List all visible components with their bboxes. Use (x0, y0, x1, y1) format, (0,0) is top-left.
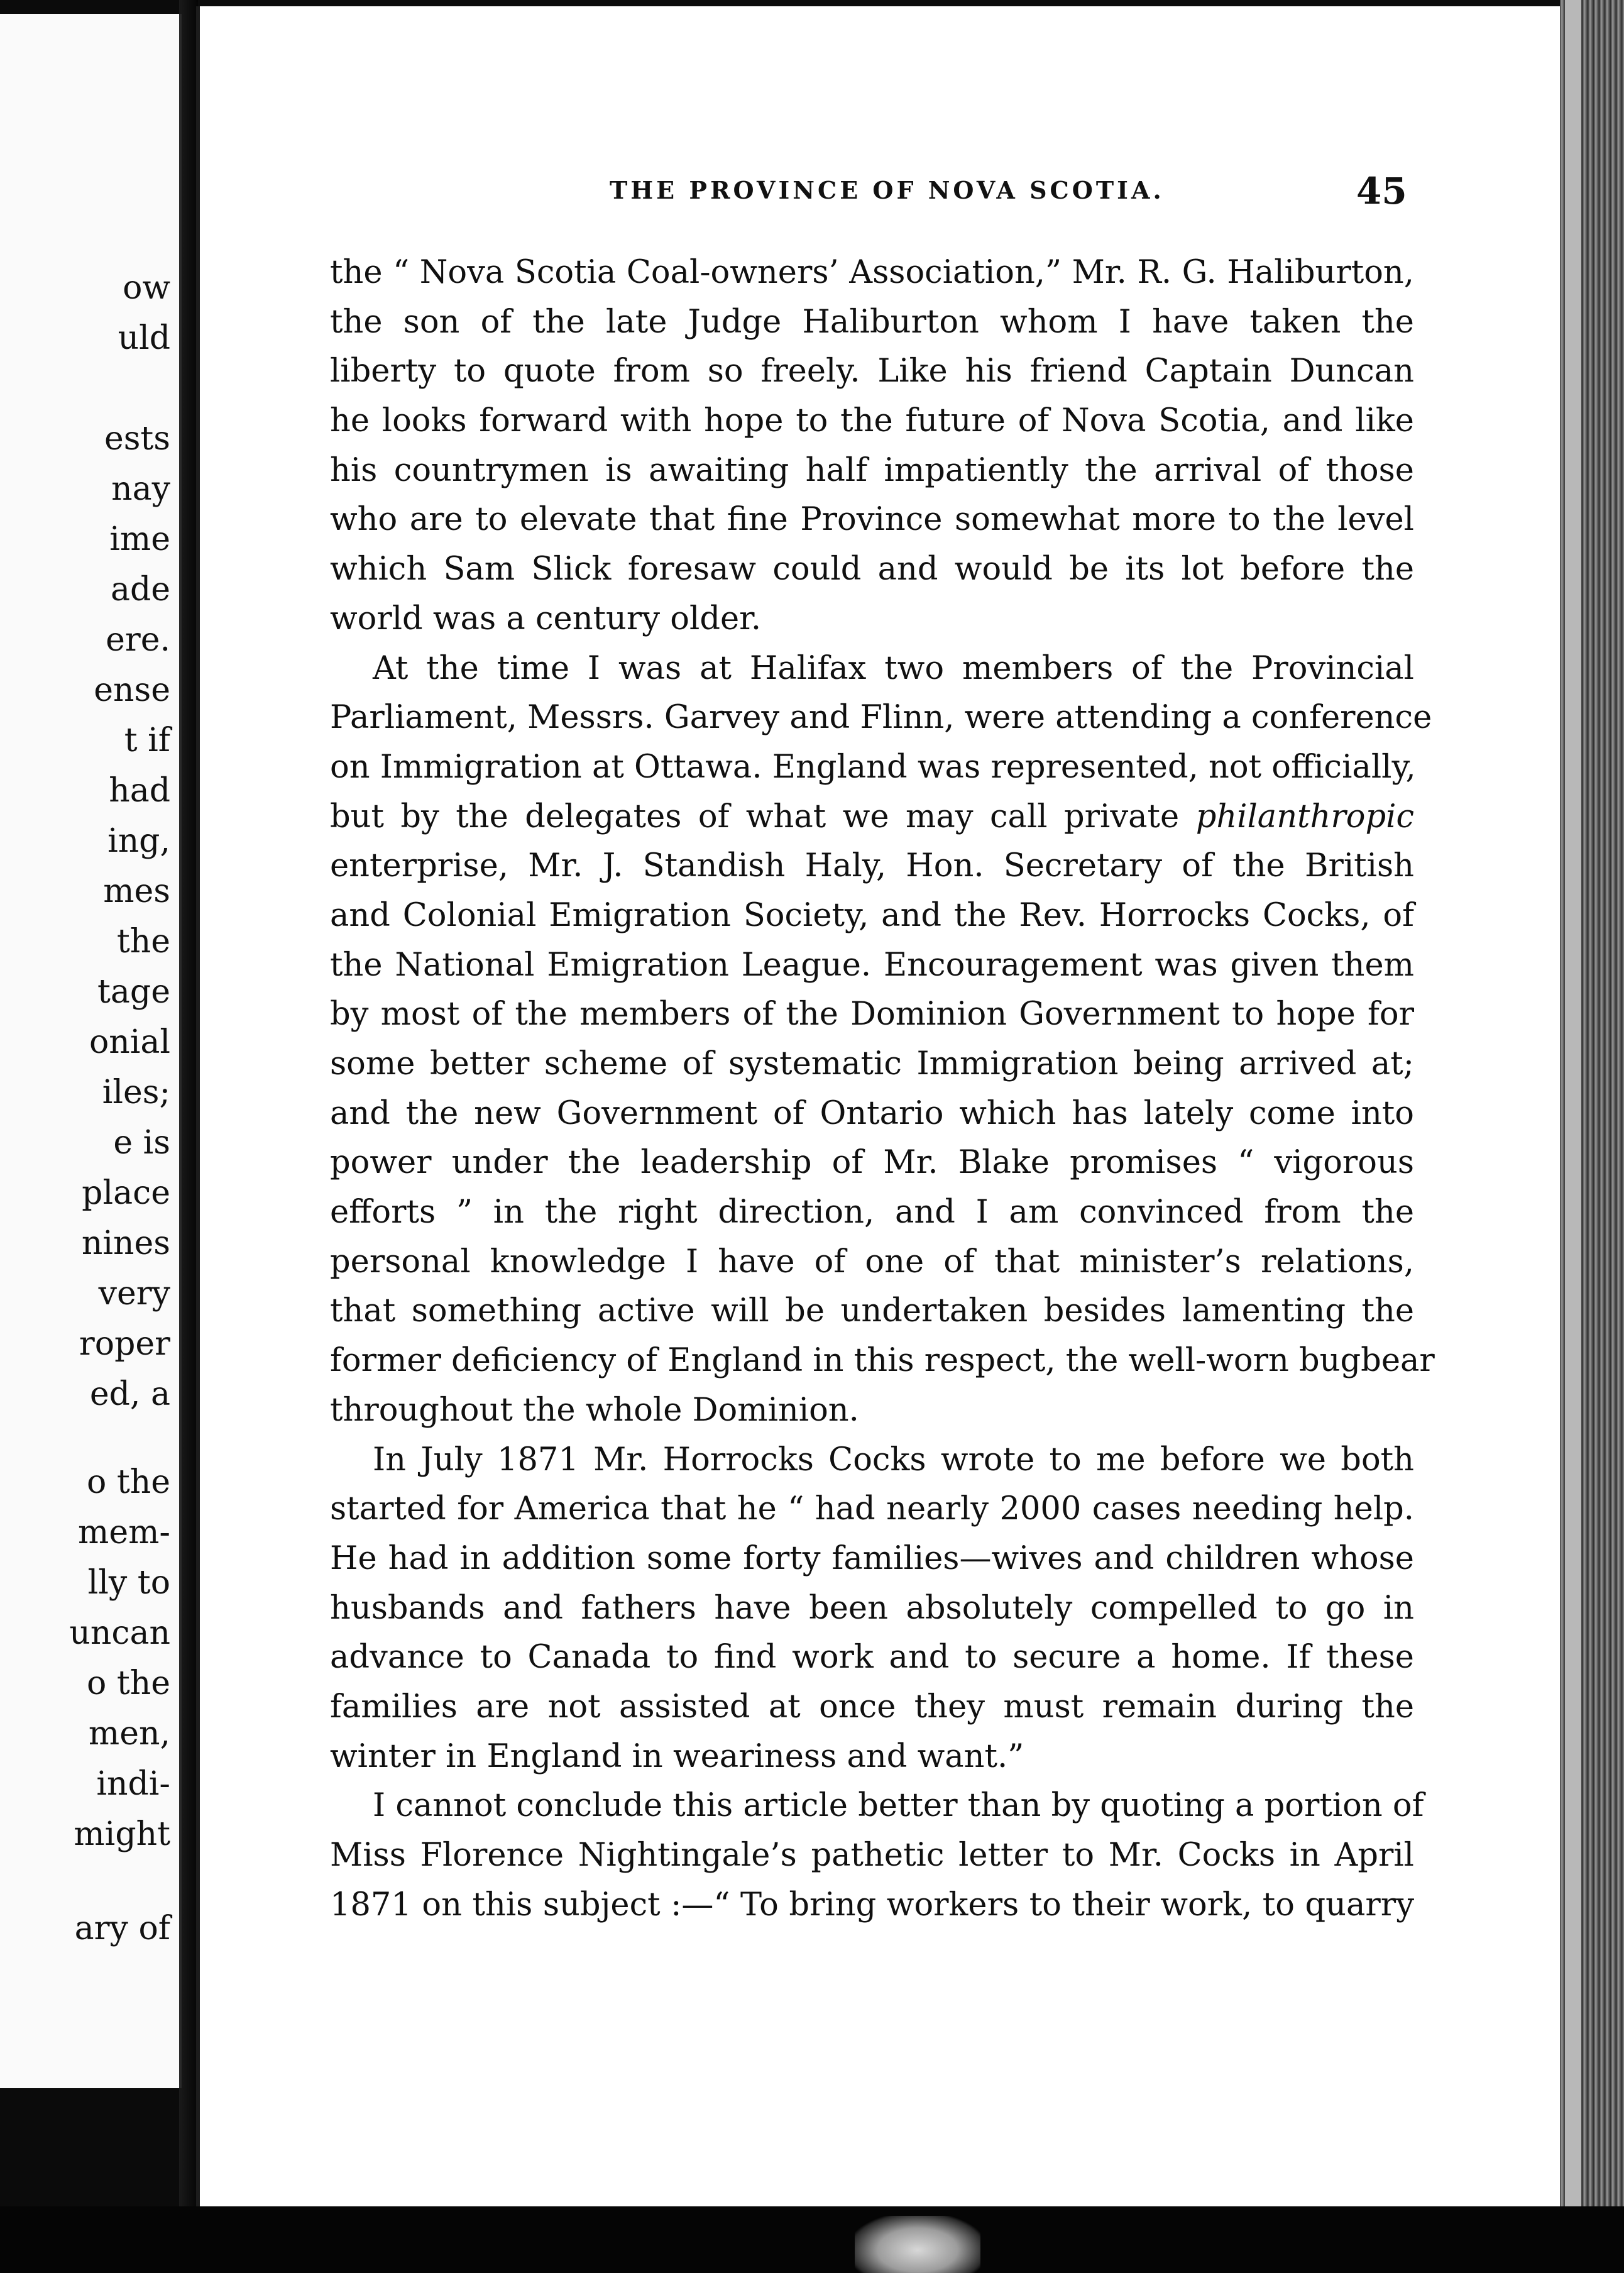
text-line: Parliament, Messrs. Garvey and Flinn, were attending a conference (330, 699, 1432, 737)
text-line: on Immigration at Ottawa. England was represented, not officially, (330, 748, 1416, 786)
text-line: In July 1871 Mr. Horrocks Cocks wrote to me before we both (373, 1441, 1414, 1478)
text-line: liberty to quote from so freely. Like his friend Captain Duncan (330, 353, 1414, 390)
page-edge-highlight (1565, 0, 1581, 2213)
text-line: by most of the members of the Dominion Government to hope for (330, 996, 1414, 1033)
left-page-line-fragment: t if (124, 722, 170, 759)
body-text (330, 248, 1435, 1930)
left-page-line-fragment: indi- (96, 1765, 170, 1803)
paper-scrap (855, 2216, 980, 2273)
running-head: THE PROVINCE OF NOVA SCOTIA. (610, 176, 1165, 204)
left-page-line-fragment: roper (79, 1325, 170, 1363)
left-page-line-fragment: ense (94, 671, 170, 709)
left-page-line-fragment: o the (87, 1665, 170, 1702)
text-line: and Colonial Emigration Society, and the Rev. Horrocks Cocks, of (330, 896, 1414, 934)
left-page-line-fragment: ests (104, 420, 170, 458)
text-line: At the time I was at Halifax two members of the Provincial (373, 649, 1414, 687)
paragraph-2 (330, 644, 1435, 1436)
left-page-line-fragment: place (82, 1174, 170, 1212)
left-page-line-fragment: nay (111, 470, 170, 508)
text-line: that something active will be undertaken besides lamenting the (330, 1292, 1414, 1330)
left-page-line-fragment: very (98, 1275, 170, 1313)
left-page-line-fragment: ime (109, 520, 170, 558)
left-page-line-fragment: e is (113, 1124, 170, 1162)
paragraph-4 (330, 1781, 1424, 1930)
text-line: the “ Nova Scotia Coal-owners’ Association,” Mr. R. G. Haliburton, (330, 254, 1414, 291)
text-line: started for America that he “ had nearly 2000 cases needing help. (330, 1490, 1414, 1528)
left-page-line-fragment: nines (81, 1225, 170, 1262)
page-number: 45 (1356, 170, 1407, 212)
text-line: personal knowledge I have of one of that minister’s relations, (330, 1243, 1414, 1280)
left-page-line-fragment: tage (97, 973, 170, 1011)
text-line: and the new Government of Ontario which has lately come into (330, 1094, 1414, 1132)
left-page-line-fragment: ary of (74, 1910, 170, 1947)
left-page-line-fragment: mes (103, 872, 170, 910)
paragraph-1 (330, 248, 1414, 644)
text-line: husbands and fathers have been absolutely compelled to go in (330, 1589, 1414, 1627)
left-page-line-fragment: ed, a (89, 1375, 170, 1413)
line-text: but by the delegates of what we may call private (330, 798, 1180, 835)
left-page-line-fragment: mem- (78, 1514, 170, 1551)
italic-word: philanthropic (1195, 798, 1415, 835)
text-line: the son of the late Judge Haliburton whom I have taken the (330, 303, 1414, 341)
text-line: he looks forward with hope to the future of Nova Scotia, and like (330, 402, 1414, 440)
left-page-line-fragment: lly to (87, 1564, 170, 1602)
text-line: winter in England in weariness and want.” (330, 1737, 1024, 1775)
left-facing-page (0, 14, 182, 2088)
left-page-line-fragment: ing, (107, 822, 170, 860)
left-page-line-fragment: ere. (106, 621, 170, 659)
text-line: former deficiency of England in this respect, the well-worn bugbear (330, 1342, 1435, 1380)
text-line: families are not assisted at once they must remain during the (330, 1688, 1414, 1725)
text-line: his countrymen is awaiting half impatiently the arrival of those (330, 451, 1414, 489)
scan-bottom-border (0, 2206, 1624, 2273)
left-page-line-fragment: o the (87, 1463, 170, 1501)
text-line: efforts ” in the right direction, and I am convinced from the (330, 1194, 1414, 1231)
page-edges (1560, 0, 1624, 2213)
text-line-with-italic (330, 793, 1414, 842)
text-line: world was a century older. (330, 600, 762, 637)
left-page-line-fragment: ade (110, 571, 170, 608)
text-line: 1871 on this subject :—“ To bring workers to their work, to quarry (330, 1886, 1414, 1924)
text-line: which Sam Slick foresaw could and would be its lot before the (330, 551, 1414, 588)
text-line: enterprise, Mr. J. Standish Haly, Hon. Secretary of the British (330, 847, 1414, 885)
left-page-line-fragment: onial (89, 1023, 170, 1061)
text-line: throughout the whole Dominion. (330, 1391, 859, 1429)
left-page-line-fragment: the (116, 923, 170, 960)
text-line: who are to elevate that fine Province somewhat more to the level (330, 501, 1414, 539)
left-page-line-fragment: had (109, 772, 170, 810)
left-page-line-fragment: iles; (102, 1074, 170, 1111)
left-page-line-fragment: uncan (69, 1614, 170, 1652)
text-line: He had in addition some forty families—wives and children whose (330, 1539, 1414, 1577)
text-line: some better scheme of systematic Immigration being arrived at; (330, 1045, 1414, 1082)
text-line: the National Emigration League. Encouragement was given them (330, 946, 1414, 984)
book-gutter (179, 0, 198, 2273)
text-line: advance to Canada to find work and to secure a home. If these (330, 1639, 1414, 1676)
left-page-line-fragment: uld (118, 319, 170, 357)
paragraph-3 (330, 1436, 1414, 1782)
text-line: Miss Florence Nightingale’s pathetic letter to Mr. Cocks in April (330, 1837, 1414, 1874)
left-page-line-fragment: ow (123, 269, 170, 307)
left-page-line-fragment: men, (88, 1715, 170, 1753)
text-line: I cannot conclude this article better than by quoting a portion of (373, 1787, 1424, 1825)
left-page-line-fragment: might (74, 1815, 170, 1853)
text-line: power under the leadership of Mr. Blake promises “ vigorous (330, 1144, 1414, 1182)
